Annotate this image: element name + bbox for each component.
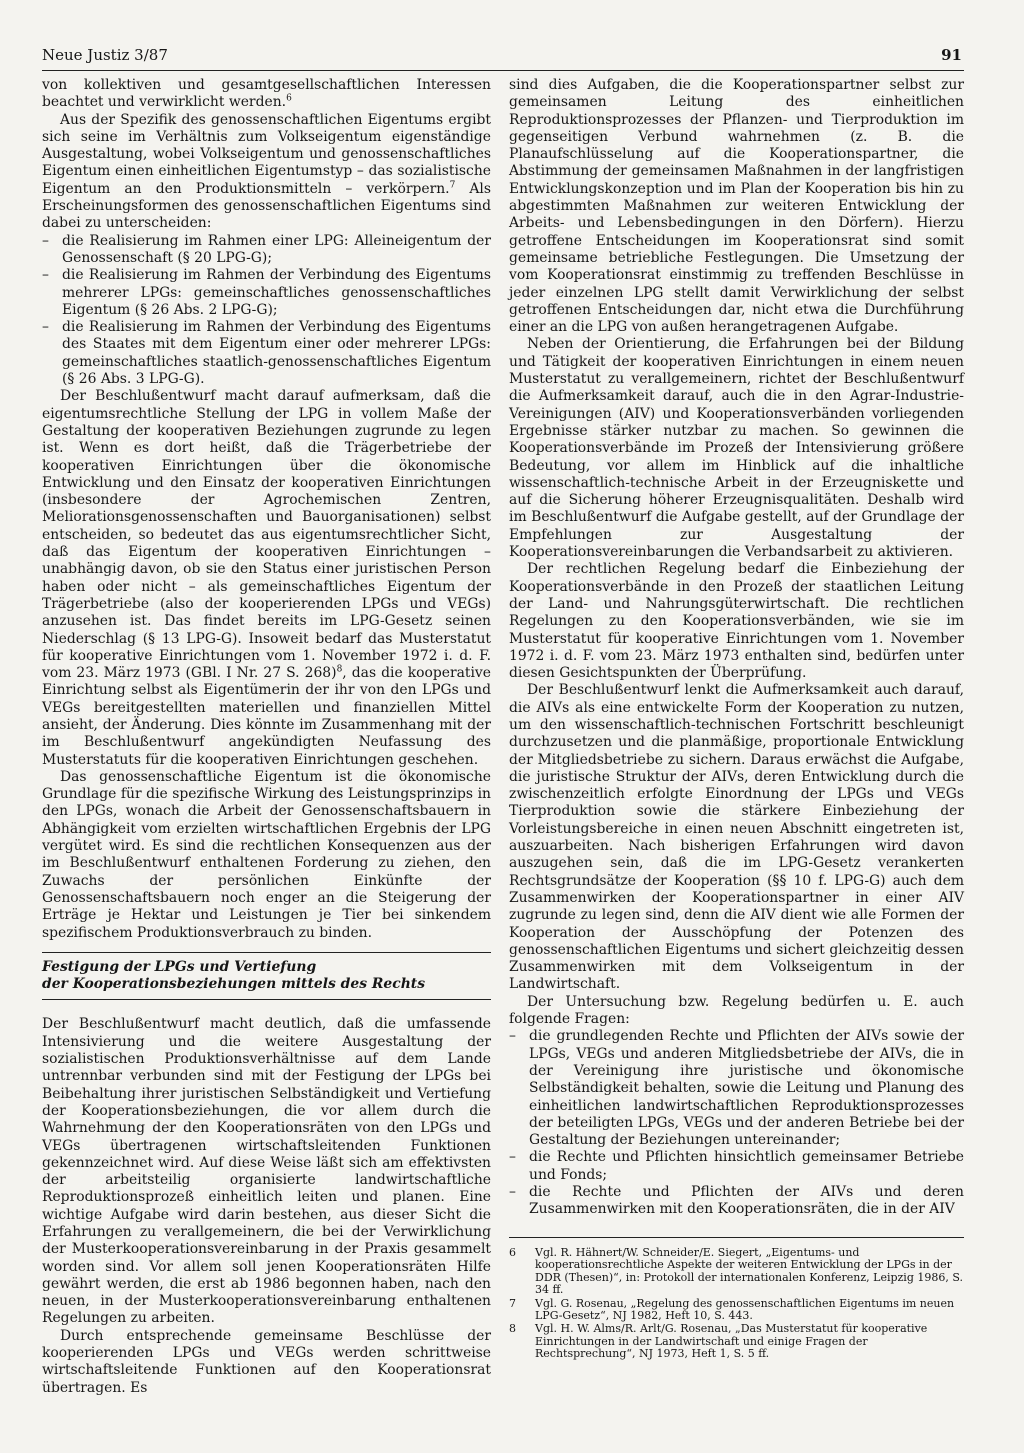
paragraph: Der Beschlußentwurf macht deutlich, daß die umfassende Intensivierung und die weitere Ausgestaltung der sozialistischen Produktionsverhältnisse auf dem Lande untrennbar verbunden sind mit der Festigung der LPGs bei Beibehaltung ihrer juristischen Selbständigkeit und Vertiefung der Kooperationsbeziehungen, die vor allem durch die Wahrnehmung der den Kooperationsräten von den LPGs und VEGs übertragenen wirtschaftsleitenden Funktionen gekennzeichnet wird. Auf diese Weise läßt sich am effektivsten der arbeitsteilig organisierte landwirtschaftliche Reproduktionsprozeß einheitlich leiten und planen. Eine wichtige Aufgabe wird darin bestehen, aus dieser Sicht die Erfahrungen zu verallgemeinern, die bei der Verwirklichung der Musterkooperationsvereinbarung in der Praxis gesammelt worden sind. Vor allem soll jenen Kooperationsräten Hilfe gewährt werden, die erst ab 1986 begonnen haben, nach den neuen, in der Musterkooperationsvereinbarung enthaltenen Regelungen zu arbeiten. [42, 1016, 491, 1327]
page-header [42, 46, 962, 68]
footnote-number: 7 [509, 1296, 516, 1310]
footnote-number: 6 [509, 1246, 516, 1259]
list-item: – die grundlegenden Rechte und Pflichten der AIVs sowie der LPGs, VEGs und anderen Mitgliedsbetriebe der AIVs, die in der Vereinigung ihre juristische und ökonomische Selbständigkeit behalten, sowie die Leitung und Planung des einheitlichen landwirtschaftlichen Reproduktionsprozesses der beteiligten LPGs, VEGs und der anderen Betriebe bei der Gestaltung der Beziehungen untereinander; [509, 1028, 964, 1149]
page-number: 91 [941, 46, 962, 64]
footnote-text: Vgl. G. Rosenau, „Regelung des genossenschaftlichen Eigentums im neuen LPG-Gesetz“, NJ 1982, Heft 10, S. 443. [535, 1296, 955, 1323]
footnote [509, 1298, 964, 1323]
list-item: – die Realisierung im Rahmen der Verbindung des Eigentums mehrerer LPGs: gemeinschaftliches genossenschaftliches Eigentum (§ 26 Abs. 2 LPG-G); [42, 267, 491, 319]
footnote-text: Vgl. R. Hähnert/W. Schneider/E. Siegert, „Eigentums- und kooperationsrechtliche Aspekte der weiteren Entwicklung der LPGs in der DDR (Thesen)“, in: Protokoll der internationalen Konferenz, Leipzig 1986, S. 34 ff. [535, 1246, 963, 1297]
list-item: – die Rechte und Pflichten hinsichtlich gemeinsamer Betriebe und Fonds; [509, 1149, 964, 1184]
journal-issue: Neue Justiz 3/87 [42, 46, 168, 64]
paragraph: Durch entsprechende gemeinsame Beschlüsse der kooperierenden LPGs und VEGs werden schrittweise wirtschaftsleitende Funktionen auf den Kooperationsrat übertragen. Es [42, 1327, 491, 1396]
footnote-number: 8 [509, 1322, 516, 1336]
paragraph: Aus der Spezifik des genossenschaftlichen Eigentums ergibt sich seine im Verhältnis zum Volkseigentum eigenständige Ausgestaltung, wobei Volkseigentum und genossenschaftliches Eigentum einen einheitlichen Eigentumstyp – das sozialistische Eigentum an den Produktionsmitteln – verkörpern.$^7$ Als Erscheinungsformen des genossenschaftlichen Eigentums sind dabei zu unterscheiden: [42, 111, 491, 232]
ownership-forms-list [42, 233, 491, 389]
footnote [509, 1247, 964, 1297]
list-item: – die Rechte und Pflichten der AIVs und deren Zusammenwirken mit den Kooperationsräten, die in der AIV [509, 1184, 964, 1219]
footnote-rule [509, 1237, 964, 1238]
paragraph: Das genossenschaftliche Eigentum ist die ökonomische Grundlage für die spezifische Wirkung des Leistungsprinzips in den LPGs, wonach die Arbeit der Genossenschaftsbauern in Abhängigkeit vom erzielten wirtschaftlichen Ergebnis der LPG vergütet wird. Es sind die rechtlichen Konsequenzen aus der im Beschlußentwurf enthaltenen Forderung zu ziehen, den Zuwachs der persönlichen Einkünfte der Genossenschaftsbauern noch enger an die Steigerung der Erträge je Hektar und Leistungen je Tier bei sinkendem spezifischem Produktionsverbrauch zu binden. [42, 768, 491, 941]
footnote-ref[interactable]: 6 [286, 93, 292, 104]
paragraph: Neben der Orientierung, die Erfahrungen bei der Bildung und Tätigkeit der kooperativen Einrichtungen in einem neuen Musterstatut zu verallgemeinern, richtet der Beschlußentwurf die Aufmerksamkeit darauf, auch die in den Agrar-Industrie-Vereinigungen (AIV) und Kooperationsverbänden vorliegenden Ergebnisse stärker nutzbar zu machen. So gewinnen die Kooperationsverbände im Prozeß der Intensivierung größere Bedeutung, vor allem im Hinblick auf die inhaltliche wissenschaftlich-technische Arbeit in der Erzeugniskette und auf die Sicherung höherer Erzeugnisqualitäten. Deshalb wird im Beschlußentwurf die Aufgabe gestellt, auf der Grundlage der Empfehlungen zur Ausgestaltung der Kooperationsvereinbarungen die Verbandsarbeit zu aktivieren. [509, 336, 964, 561]
footnote-ref[interactable]: 8 [336, 664, 343, 675]
left-column [42, 77, 491, 1397]
heading-rule [42, 999, 491, 1000]
paragraph: Der rechtlichen Regelung bedarf die Einbeziehung der Kooperationsverbände in den Prozeß der staatlichen Leitung der Land- und Nahrungsgüterwirtschaft. Die rechtlichen Regelungen zu den Kooperationsverbänden, wie sie im Musterstatut für kooperative Einrichtungen vom 1. November 1972 i. d. F. vom 23. März 1973 enthalten sind, bedürfen unter diesen Gesichtspunkten der Überprüfung. [509, 561, 964, 682]
right-column [509, 77, 964, 1219]
section-heading: Festigung der LPGs und Vertiefung der Kooperationsbeziehungen mittels des Rechts [42, 958, 426, 993]
section-rule [42, 952, 491, 953]
list-item: – die Realisierung im Rahmen der Verbindung des Eigentums des Staates mit dem Eigentum einer oder mehrerer LPGs: gemeinschaftliches staatlich-genossenschaftliches Eigentum (§ 26 Abs. 3 LPG-G). [42, 319, 491, 388]
list-item: – die Realisierung im Rahmen einer LPG: Alleineigentum der Genossenschaft (§ 20 LPG-G); [42, 233, 491, 268]
footnote-text: Vgl. H. W. Alms/R. Arlt/G. Rosenau, „Das Musterstatut für kooperative Einrichtungen in der Landwirtschaft und einige Fragen der Rechtsprechung“, NJ 1973, Heft 1, S. 5 ff. [535, 1322, 928, 1361]
paragraph: Der Untersuchung bzw. Regelung bedürfen u. E. auch folgende Fragen: [509, 993, 964, 1028]
paragraph: sind dies Aufgaben, die die Kooperationspartner selbst zur gemeinsamen Leitung des einheitlichen Reproduktionsprozesses der Pflanzen- und Tierproduktion im gegenseitigen Verbund wahrnehmen (z. B. die Planaufschlüsselung auf die Kooperationspartner, die Abstimmung der gemeinsamen Maßnahmen in der langfristigen Entwicklungskonzeption und im Plan der Kooperation bis hin zu abgestimmten Maßnahmen zur weiteren Entwicklung der Arbeits- und Lebensbedingungen in den Dörfern). Hierzu getroffene Entscheidungen im Kooperationsrat sind somit gemeinsame betriebliche Festlegungen. Die Umsetzung der vom Kooperationsrat einstimmig zu treffenden Beschlüsse in jeder einzelnen LPG stellt damit Verwirklichung der selbst getroffenen Entscheidungen dar, nicht etwa die Durchführung einer an die LPG von außen herangetragenen Aufgabe. [509, 77, 964, 336]
questions-list [509, 1028, 964, 1218]
footnote [509, 1323, 964, 1360]
footnotes [509, 1237, 964, 1362]
paragraph: Der Beschlußentwurf macht darauf aufmerksam, daß die eigentumsrechtliche Stellung der LPG in vollem Maße der Gestaltung der kooperativen Beziehungen zugrunde zu legen ist. Wenn es dort heißt, daß die Trägerbetriebe der kooperativen Einrichtungen über die ökonomische Entwicklung und den Einsatz der kooperativen Einrichtungen (insbesondere der Agrochemischen Zentren, Meliorationsgenossenschaften und Bauorganisationen) selbst entscheiden, so bedeutet das aus eigentumsrechtlicher Sicht, daß das Eigentum der kooperativen Einrichtungen – unabhängig davon, ob sie den Status einer juristischen Person haben oder nicht – als gemeinschaftliches Eigentum der Trägerbetriebe (also der kooperierenden LPGs und VEGs) anzusehen ist. Das findet bereits im LPG-Gesetz seinen Niederschlag (§ 13 LPG-G). Insoweit bedarf das Musterstatut für kooperative Einrichtungen vom 1. November 1972 i. d. F. vom 23. März 1973 (GBl. I Nr. 27 S. 268)$^8$, das die kooperative Einrichtung selbst als Eigentümerin der ihr von den LPGs und VEGs bereitgestellten materiellen und finanziellen Mittel ansieht, der Änderung. Dies könnte im Zusammenhang mit der im Beschlußentwurf angekündigten Neufassung des Musterstatuts für die kooperativen Einrichtungen geschehen. [42, 388, 491, 768]
footnote-ref[interactable]: 7 [449, 180, 456, 191]
header-rule [42, 70, 964, 71]
paragraph: Der Beschlußentwurf lenkt die Aufmerksamkeit auch darauf, die AIVs als eine entwickelte Form der Kooperation zu nutzen, um den wissenschaftlich-technischen Fortschritt beschleunigt durchzusetzen und die planmäßige, proportionale Entwicklung der Mitgliedsbetriebe zu sichern. Daraus erwächst die Aufgabe, die juristische Struktur der AIVs, deren Entwicklung durch die zwischenzeitlich erfolgte Einordnung der LPGs und VEGs Tierproduktion sowie die stärkere Einbeziehung der Vorleistungsbereiche in einen neuen Abschnitt eingetreten ist, auszuarbeiten. Nach bisherigen Erfahrungen wird davon auszugehen sein, daß die im LPG-Gesetz verankerten Rechtsgrundsätze der Kooperation (§§ 10 f. LPG-G) auch dem Zusammenwirken der Kooperationspartner in einer AIV zugrunde zu legen sind, denn die AIV dient wie alle Formen der Kooperation der Ausschöpfung der Potenzen des genossenschaftlichen Eigentums und sichert gleichzeitig dessen Zusammenwirken mit dem Volkseigentum in der Landwirtschaft. [509, 682, 964, 993]
paragraph: von kollektiven und gesamtgesellschaftlichen Interessen beachtet und verwirklicht werden.$^6$ [42, 77, 491, 111]
